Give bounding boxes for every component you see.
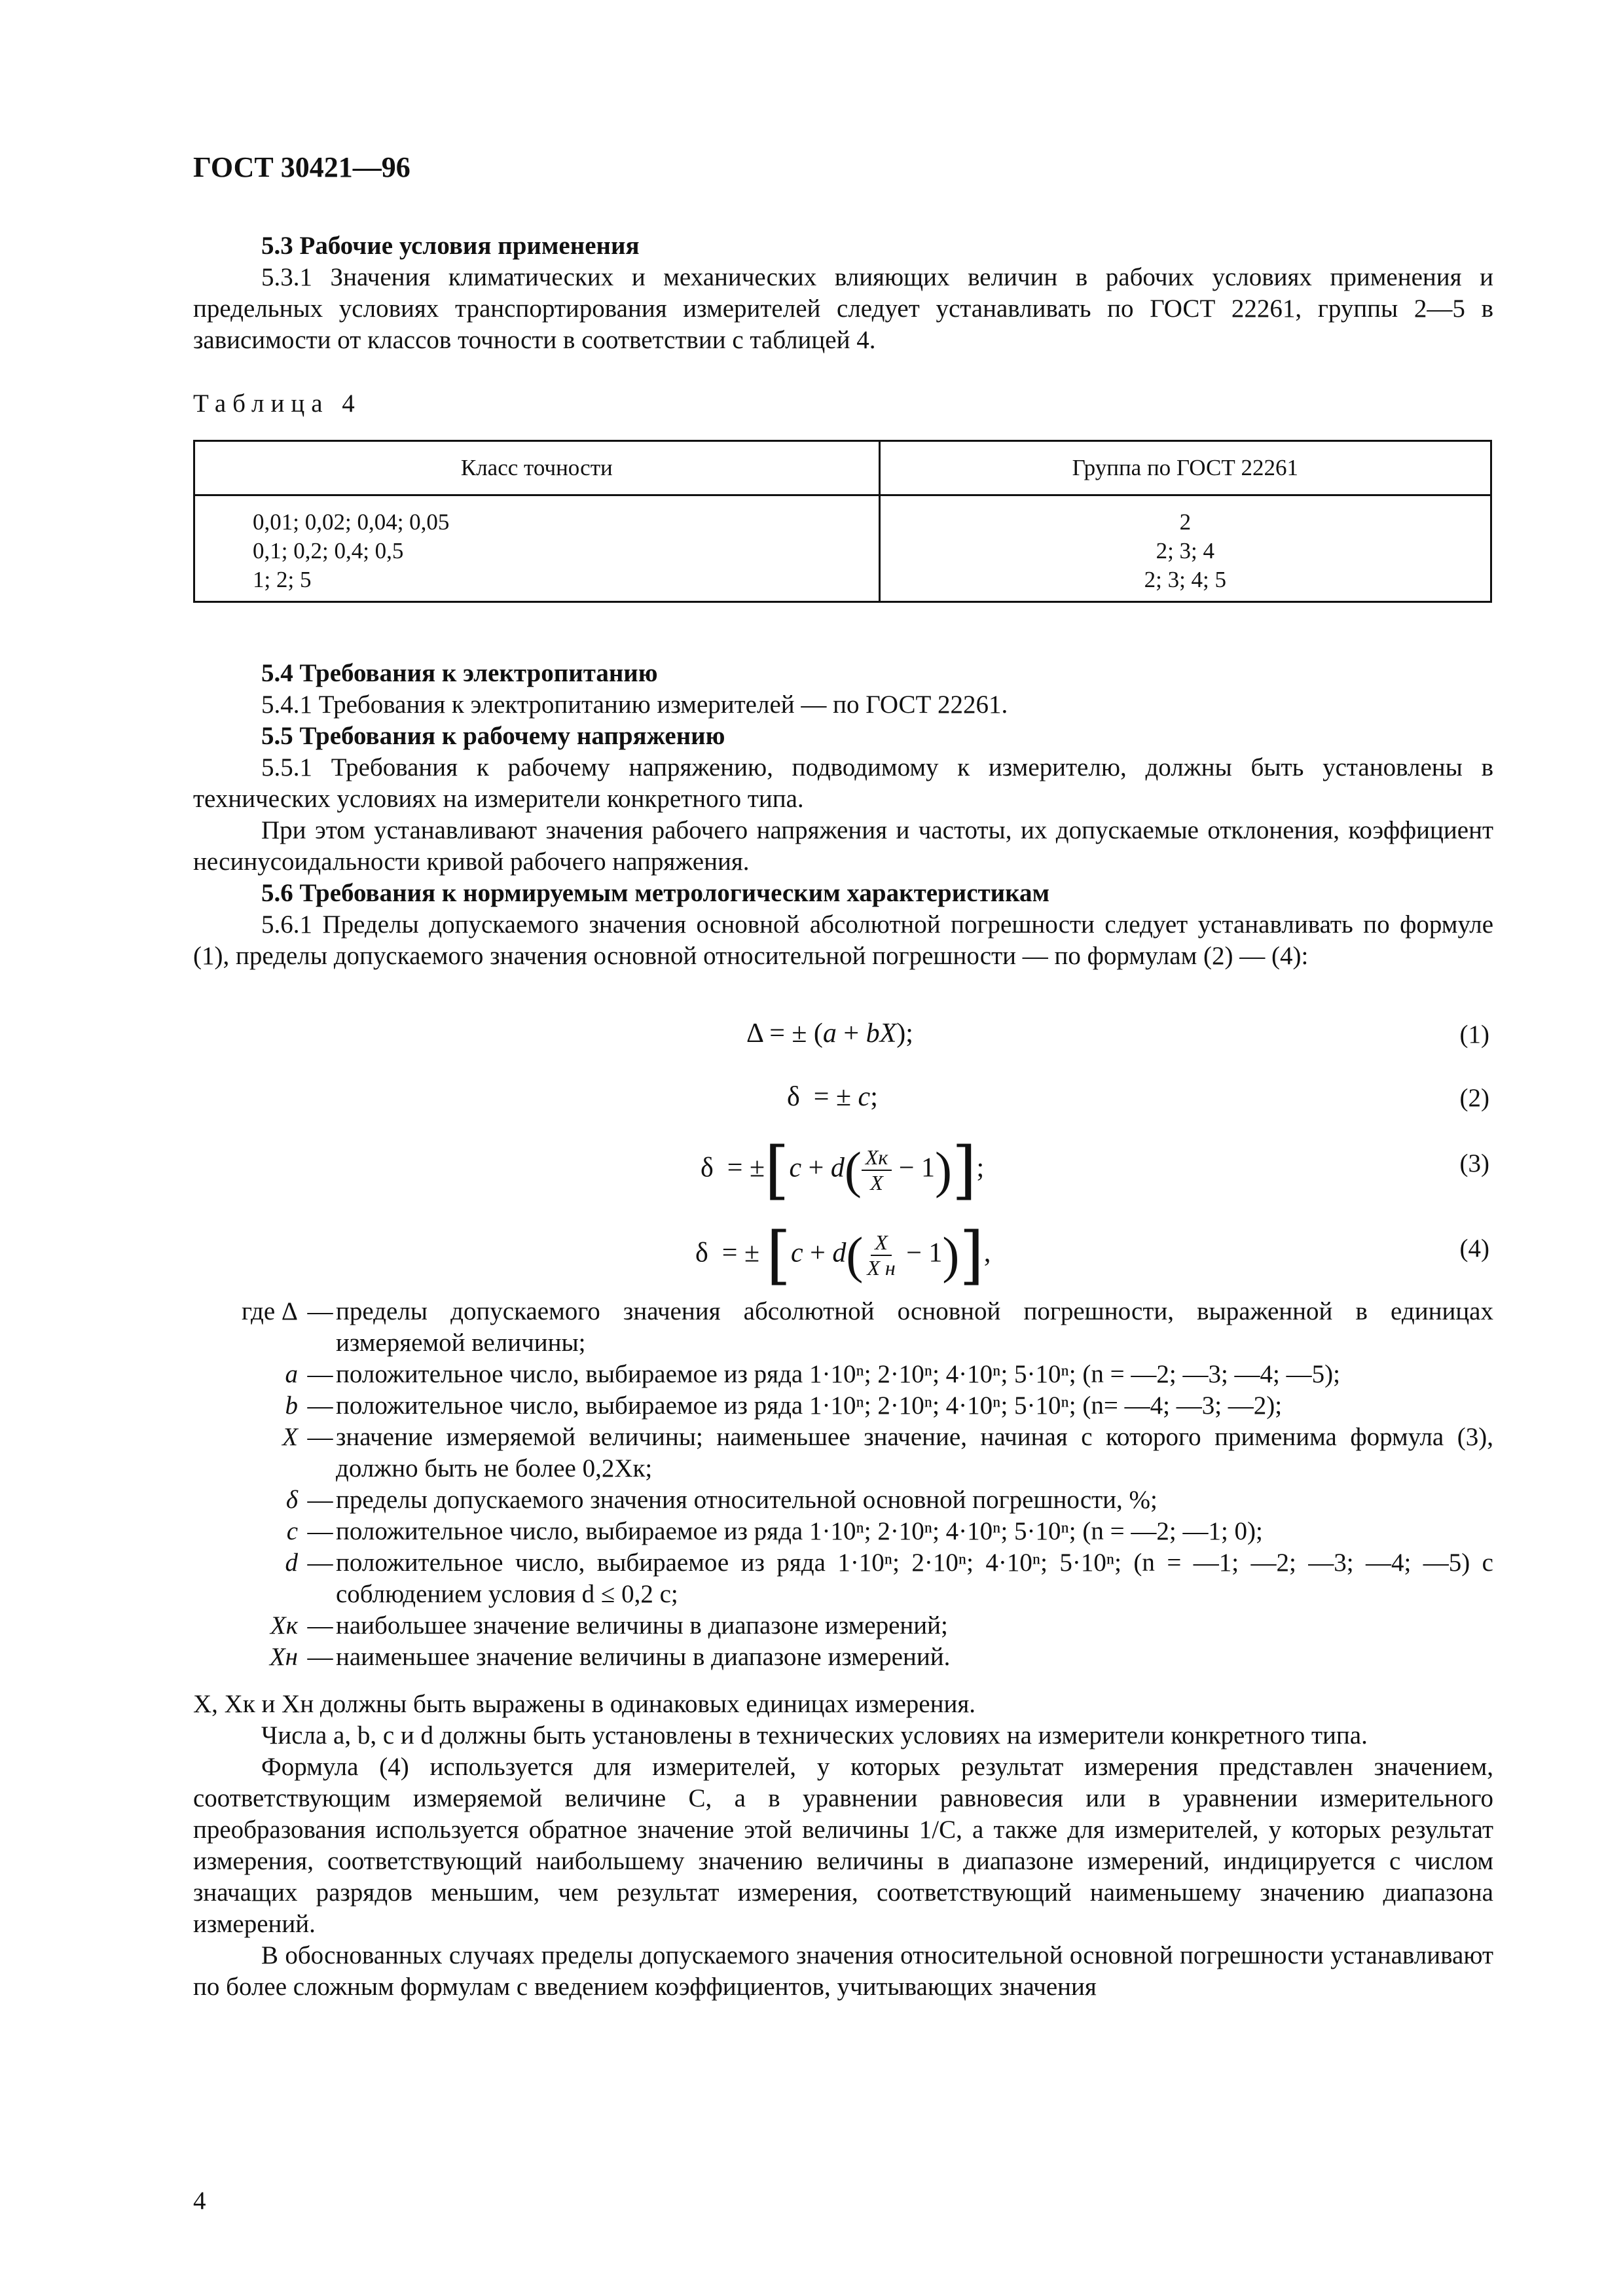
legend-symbol: δ bbox=[285, 1486, 298, 1514]
legend-symbol: Xк bbox=[270, 1611, 298, 1640]
legend-symbol: Xн bbox=[269, 1643, 298, 1671]
paragraph: X, Xк и Xн должны быть выражены в одинаковых единицах измерения. bbox=[193, 1690, 976, 1718]
legend-item: где Δ — пределы допускаемого значения абсолютной основной погрешности, выраженной в единицах измеряемой величины; bbox=[193, 1296, 1493, 1359]
paragraph: 5.6.1 Пределы допускаемого значения основной абсолютной погрешности следует устанавливать по формуле (1), пределы допускаемого значения основной относительной погрешности — по формулам (2) — (4): bbox=[193, 910, 1493, 970]
section-title: 5.4 Требования к электропитанию bbox=[261, 659, 658, 687]
table-header-group: Группа по ГОСТ 22261 bbox=[879, 441, 1491, 495]
legend-symbol: a bbox=[285, 1360, 298, 1388]
legend-text: наибольшее значение величины в диапазоне измерений; bbox=[336, 1611, 948, 1640]
legend-symbol: b bbox=[285, 1391, 298, 1420]
table-value: 2; 3; 4 bbox=[1156, 538, 1215, 564]
formula-1: Δ = ± (a + bX); bbox=[746, 1018, 913, 1049]
legend-item: b — положительное число, выбираемое из ряда 1·10ⁿ; 2·10ⁿ; 4·10ⁿ; 5·10ⁿ; (n= —4; —3; —2); bbox=[193, 1390, 1493, 1422]
legend-item: Xн — наименьшее значение величины в диапазоне измерений. bbox=[193, 1641, 1493, 1673]
section-title: 5.6 Требования к нормируемым метрологическим характеристикам bbox=[261, 879, 1050, 907]
closing-paragraphs bbox=[193, 1689, 1493, 2003]
fraction: $\frac{Xк}{X}$ bbox=[862, 1145, 892, 1195]
paragraph: Числа a, b, c и d должны быть установлены в технических условиях на измерители конкретного типа. bbox=[261, 1721, 1368, 1749]
formula-3: δ = ±[c + d( $\frac{Xк}{X}$ − 1)]; bbox=[701, 1134, 985, 1207]
fraction: $\frac{X}{\text{X н}}$ bbox=[867, 1230, 896, 1280]
legend-item: δ — пределы допускаемого значения относительной основной погрешности, %; bbox=[193, 1484, 1493, 1516]
table-value: 2 bbox=[1179, 509, 1192, 535]
legend-item: d — положительное число, выбираемое из ряда 1·10ⁿ; 2·10ⁿ; 4·10ⁿ; 5·10ⁿ; (n = —1; —2; —3; —4; —5) с соблюдением условия d ≤ 0,2 c; bbox=[193, 1547, 1493, 1610]
legend-text: положительное число, выбираемое из ряда 1·10ⁿ; 2·10ⁿ; 4·10ⁿ; 5·10ⁿ; (n = —2; —1; 0); bbox=[336, 1517, 1263, 1545]
legend-text: положительное число, выбираемое из ряда 1·10ⁿ; 2·10ⁿ; 4·10ⁿ; 5·10ⁿ; (n = —1; —2; —3; —4; —5) с соблюдением условия d ≤ 0,2 c; bbox=[336, 1549, 1493, 1608]
legend-item: X — значение измеряемой величины; наименьшее значение, начиная с которого применима формула (3), должно быть не более 0,2Xк; bbox=[193, 1422, 1493, 1484]
page-number: 4 bbox=[193, 2187, 206, 2215]
legend-symbol: X bbox=[282, 1423, 298, 1451]
symbol-legend bbox=[193, 1296, 1493, 1673]
paragraph: 5.5.1 Требования к рабочему напряжению, подводимому к измерителю, должны быть установлены в технических условиях на измерители конкретного типа. bbox=[193, 753, 1493, 813]
legend-text: пределы допускаемого значения абсолютной основной погрешности, выраженной в единицах измеряемой величины; bbox=[336, 1297, 1493, 1357]
table-4 bbox=[193, 440, 1492, 603]
paragraph: Формула (4) используется для измерителей, у которых результат измерения представлен значением, соответствующим измеряемой величине C, а в уравнении равновесия или в уравнении измерительного преобразования используется обратное значение этой величины 1/C, а также для измерителей, у которых результат измерения, соответствующий наибольшему значению величины в диапазоне измерений, индицируется с числом значащих разрядов меньшим, чем результат измерения, соответствующий наименьшему значению диапазона измерений. bbox=[193, 1753, 1493, 1938]
table-value: 0,01; 0,02; 0,04; 0,05 bbox=[253, 509, 450, 535]
formula-number: (2) bbox=[1459, 1084, 1489, 1112]
section-5-3 bbox=[193, 230, 1493, 356]
legend-text: значение измеряемой величины; наименьшее значение, начиная с которого применима формула (3), должно быть не более 0,2Xк; bbox=[336, 1423, 1493, 1482]
legend-symbol: где Δ bbox=[241, 1297, 298, 1325]
paragraph: 5.4.1 Требования к электропитанию измерителей — по ГОСТ 22261. bbox=[261, 691, 1008, 719]
section-title: 5.5 Требования к рабочему напряжению bbox=[261, 722, 725, 750]
formula-2: δ = ± c; bbox=[787, 1082, 878, 1112]
standard-header: ГОСТ 30421—96 bbox=[193, 151, 410, 183]
legend-text: пределы допускаемого значения относительной основной погрешности, %; bbox=[336, 1486, 1158, 1514]
legend-item: Xк — наибольшее значение величины в диапазоне измерений; bbox=[193, 1610, 1493, 1641]
table-cell-groups bbox=[879, 495, 1491, 602]
legend-item: c — положительное число, выбираемое из ряда 1·10ⁿ; 2·10ⁿ; 4·10ⁿ; 5·10ⁿ; (n = —2; —1; 0); bbox=[193, 1516, 1493, 1547]
legend-item: a — положительное число, выбираемое из ряда 1·10ⁿ; 2·10ⁿ; 4·10ⁿ; 5·10ⁿ; (n = —2; —3; —4; —5); bbox=[193, 1359, 1493, 1390]
section-title: 5.3 Рабочие условия применения bbox=[261, 232, 640, 260]
table-cell-classes bbox=[194, 495, 880, 602]
legend-text: положительное число, выбираемое из ряда 1·10ⁿ; 2·10ⁿ; 4·10ⁿ; 5·10ⁿ; (n = —2; —3; —4; —5); bbox=[336, 1360, 1340, 1388]
legend-text: положительное число, выбираемое из ряда 1·10ⁿ; 2·10ⁿ; 4·10ⁿ; 5·10ⁿ; (n= —4; —3; —2); bbox=[336, 1391, 1283, 1420]
paragraph: В обоснованных случаях пределы допускаемого значения относительной основной погрешности устанавливают по более сложным формулам с введением коэффициентов, учитывающих значения bbox=[193, 1941, 1493, 2001]
table-header-class: Класс точности bbox=[194, 441, 880, 495]
formula-number: (3) bbox=[1459, 1149, 1489, 1177]
paragraph: При этом устанавливают значения рабочего напряжения и частоты, их допускаемые отклонения, коэффициент несинусоидальности кривой рабочего напряжения. bbox=[193, 816, 1493, 876]
table-value: 1; 2; 5 bbox=[253, 567, 312, 592]
table-value: 2; 3; 4; 5 bbox=[1144, 567, 1227, 592]
sections-5-4-to-5-6 bbox=[193, 658, 1493, 972]
table-caption: Таблица 4 bbox=[193, 389, 361, 418]
table-value: 0,1; 0,2; 0,4; 0,5 bbox=[253, 538, 404, 564]
formula-number: (1) bbox=[1459, 1020, 1489, 1049]
legend-text: наименьшее значение величины в диапазоне измерений. bbox=[336, 1643, 951, 1671]
formula-4: δ = ± [c + d( $\frac{X}{\text{X н}}$ − 1)], bbox=[695, 1219, 991, 1292]
paragraph: 5.3.1 Значения климатических и механических влияющих величин в рабочих условиях применения и предельных условиях транспортирования измерителей следует устанавливать по ГОСТ 22261, группы 2—5 в зависимости от классов точности в соответствии с таблицей 4. bbox=[193, 263, 1493, 354]
formula-number: (4) bbox=[1459, 1234, 1489, 1263]
legend-symbol: d bbox=[285, 1549, 298, 1577]
legend-symbol: c bbox=[286, 1517, 298, 1545]
